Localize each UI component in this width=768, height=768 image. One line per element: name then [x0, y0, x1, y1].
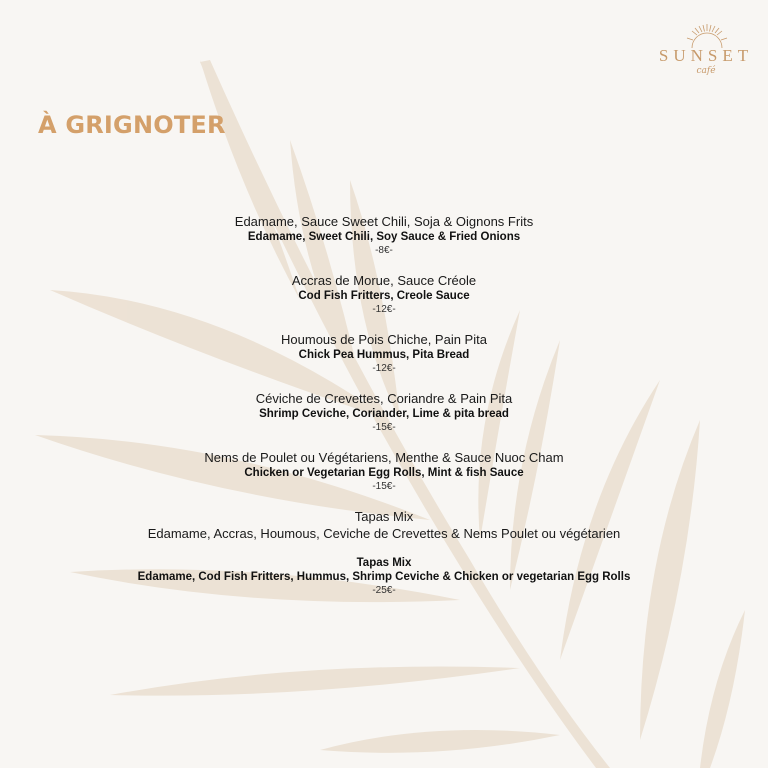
item-name-en: Chicken or Vegetarian Egg Rolls, Mint & fish Sauce — [244, 467, 524, 479]
item-name-en: Shrimp Ceviche, Coriander, Lime & pita bread — [259, 408, 509, 420]
item-name-en: Cod Fish Fritters, Creole Sauce — [298, 290, 470, 302]
item-name-fr: Edamame, Sauce Sweet Chili, Soja & Oignons Frits — [234, 214, 534, 229]
item-name-fr: Tapas Mix — [354, 509, 414, 524]
item-name-en: Edamame, Sweet Chili, Soy Sauce & Fried Onions — [247, 231, 521, 243]
item-name-en: Chick Pea Hummus, Pita Bread — [298, 349, 470, 361]
item-name-fr: Céviche de Crevettes, Coriandre & Pain Pita — [255, 391, 513, 406]
item-price: -12€- — [372, 363, 396, 374]
logo-subtitle: café — [696, 66, 716, 76]
page-title: À GRIGNOTER — [38, 111, 226, 139]
item-desc-en: Edamame, Cod Fish Fritters, Hummus, Shrimp Ceviche & Chicken or vegetarian Egg Rolls — [137, 571, 631, 583]
item-name-fr: Nems de Poulet ou Végétariens, Menthe & Sauce Nuoc Cham — [204, 450, 564, 465]
item-price: -8€- — [375, 245, 393, 256]
sunset-cafe-logo — [650, 22, 762, 82]
item-price: -15€- — [372, 481, 396, 492]
item-name-fr: Accras de Morue, Sauce Créole — [291, 273, 477, 288]
item-desc-fr: Edamame, Accras, Houmous, Ceviche de Crevettes & Nems Poulet ou végétarien — [147, 526, 621, 541]
menu-item-tapas-en — [0, 556, 768, 597]
menu-item-tapas-fr — [0, 508, 768, 542]
item-name-en: Tapas Mix — [356, 557, 412, 569]
item-name-fr: Houmous de Pois Chiche, Pain Pita — [281, 332, 487, 347]
item-price: -25€- — [372, 585, 396, 596]
menu-item — [0, 272, 768, 316]
menu-item — [0, 213, 768, 257]
item-price: -15€- — [372, 422, 396, 433]
menu-list — [0, 213, 768, 612]
sun-icon — [684, 22, 730, 48]
menu-item — [0, 449, 768, 493]
menu-item — [0, 390, 768, 434]
menu-item — [0, 331, 768, 375]
item-price: -12€- — [372, 304, 396, 315]
logo-wordmark: SUNSET — [658, 46, 754, 65]
